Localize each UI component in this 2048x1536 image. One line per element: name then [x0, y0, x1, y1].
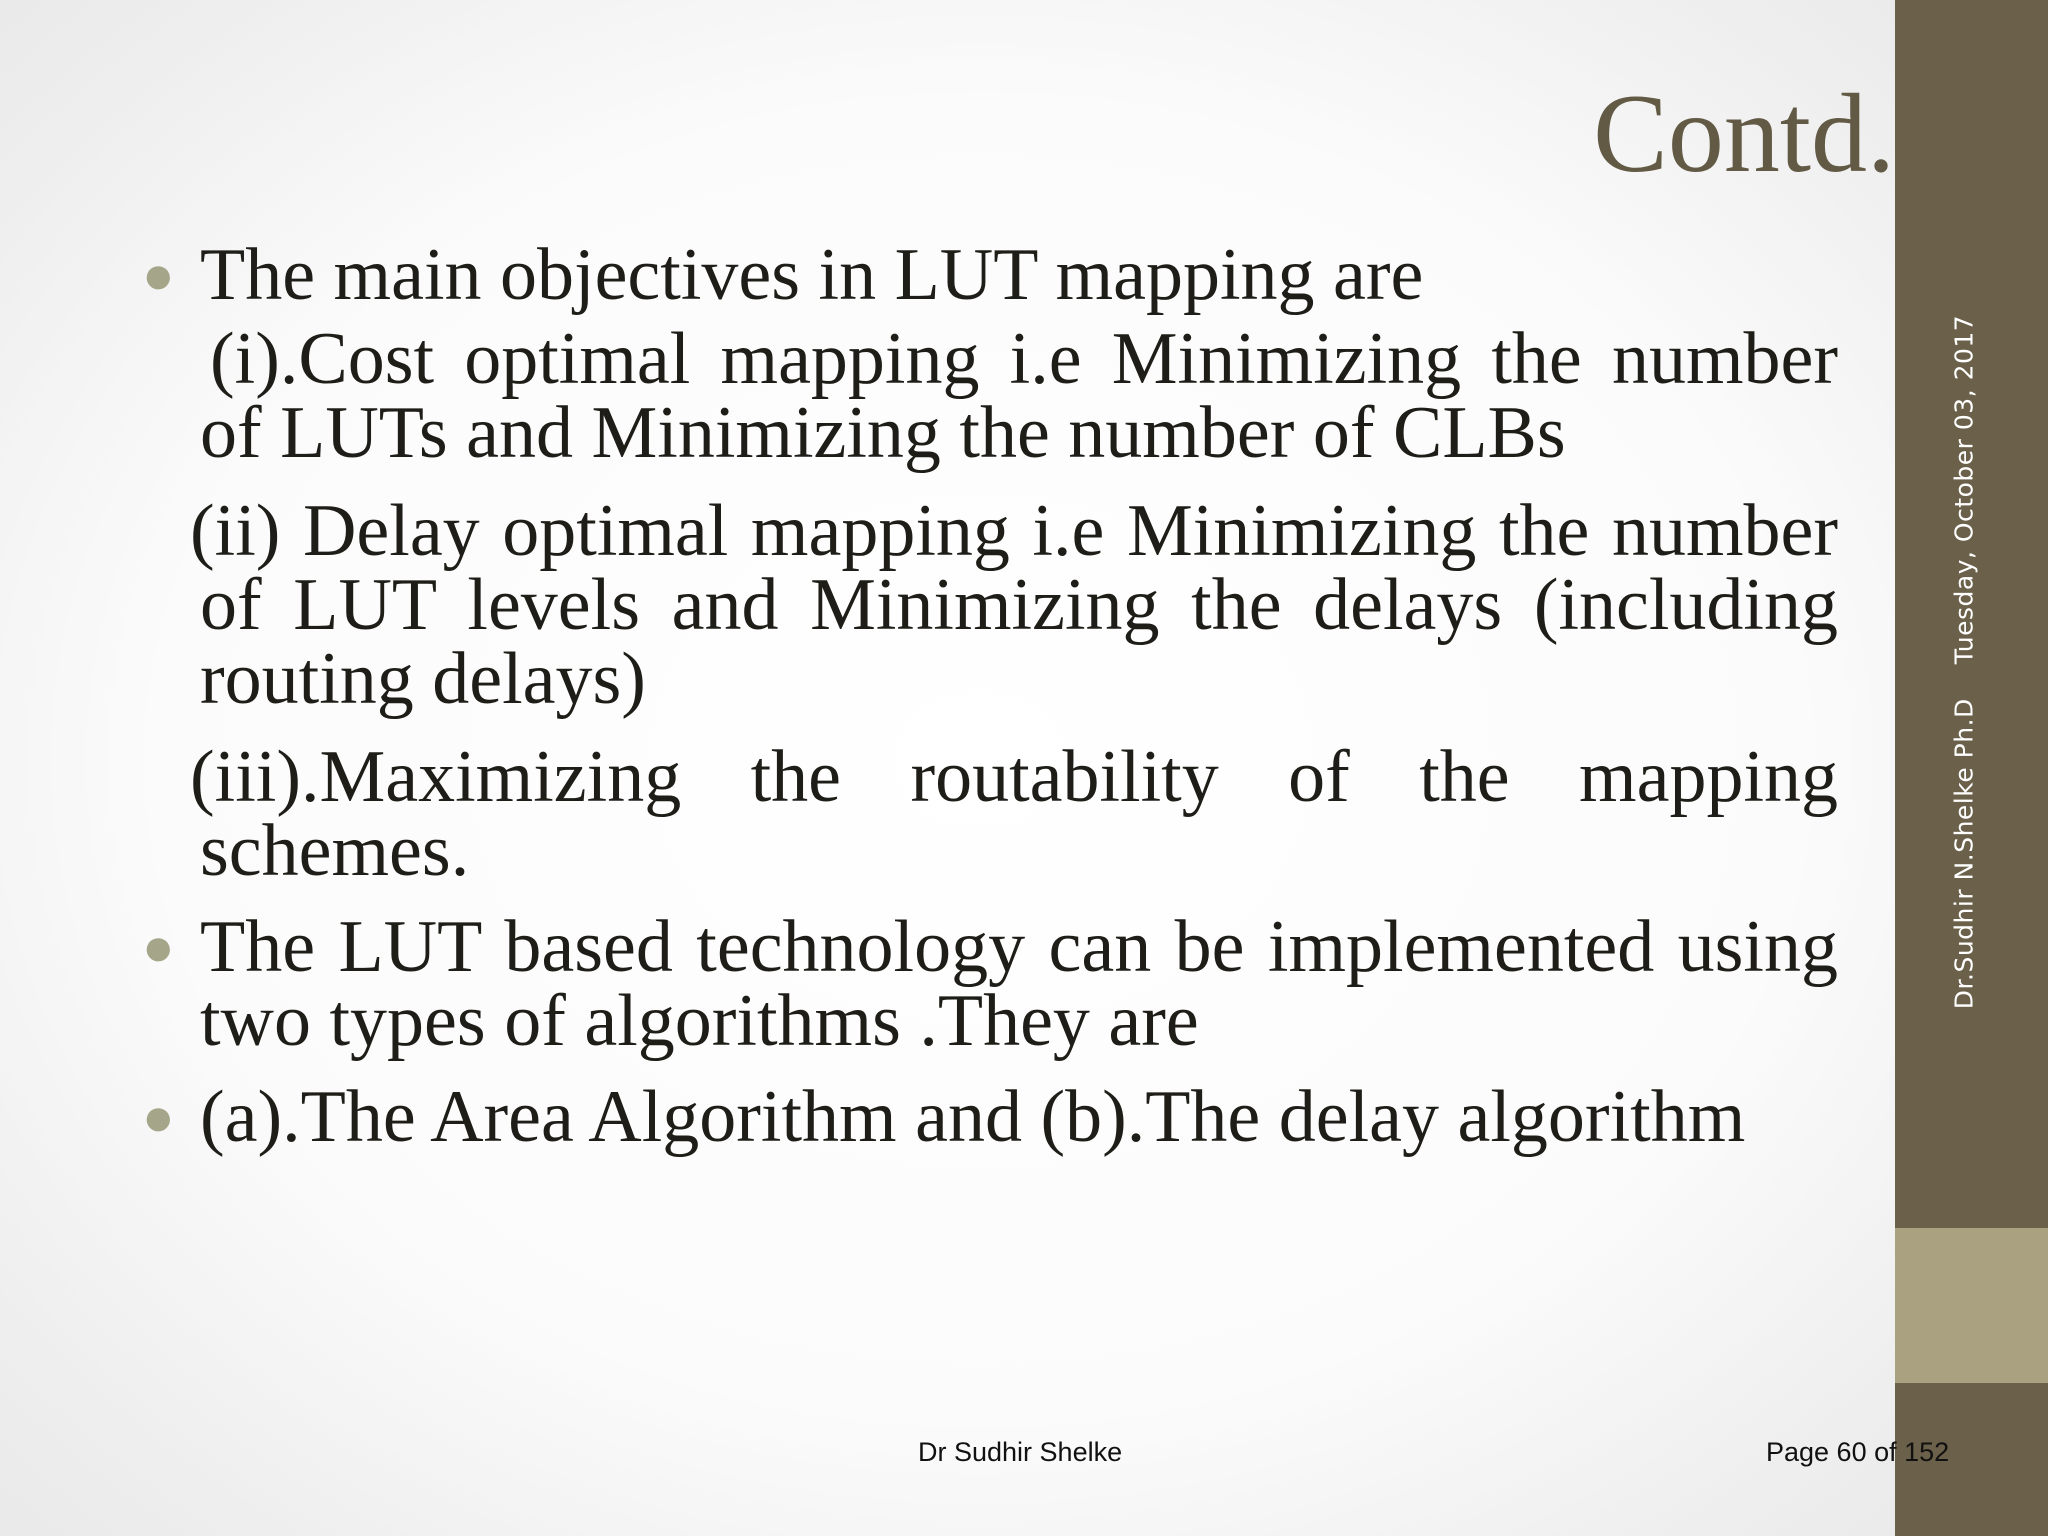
sub-item-text: (iii).Maximizing the routability of the mapping schemes.	[190, 736, 1838, 892]
sub-item-text: (ii) Delay optimal mapping i.e Minimizing the number of LUT levels and Minimizing the delays (including routing delays)	[190, 490, 1838, 720]
footer-author: Dr Sudhir Shelke	[918, 1437, 1123, 1467]
bullet-dot-icon: ●	[142, 1087, 175, 1147]
bullet-text: (a).The Area Algorithm and (b).The delay algorithm	[200, 1076, 1746, 1158]
bullet-text: The LUT based technology can be implemented using two types of algorithms .They are	[200, 906, 1838, 1062]
slide-content	[140, 234, 1838, 1158]
bullet-item	[140, 906, 1838, 1062]
sidebar-date: Tuesday, October 03, 2017	[1949, 314, 1979, 665]
bullet-item	[140, 1076, 1838, 1158]
bullet-item	[140, 234, 1838, 316]
slide-title: Contd.	[1593, 72, 1895, 196]
bullet-dot-icon: ●	[142, 245, 175, 305]
bullet-text: The main objectives in LUT mapping are	[200, 234, 1424, 316]
sub-item-routability	[140, 736, 1838, 892]
bullet-dot-icon: ●	[142, 917, 175, 977]
sub-item-cost-optimal	[140, 318, 1838, 474]
sub-item-delay-optimal	[140, 490, 1838, 720]
page-number: Page 60 of 152	[1766, 1437, 1950, 1467]
sub-item-text: (i).Cost optimal mapping i.e Minimizing the number of LUTs and Minimizing the number of CLBs	[200, 318, 1838, 474]
sidebar-author: Dr.Sudhir N.Shelke Ph.D	[1949, 698, 1979, 1010]
sidebar-band-accent	[1895, 1228, 2048, 1383]
